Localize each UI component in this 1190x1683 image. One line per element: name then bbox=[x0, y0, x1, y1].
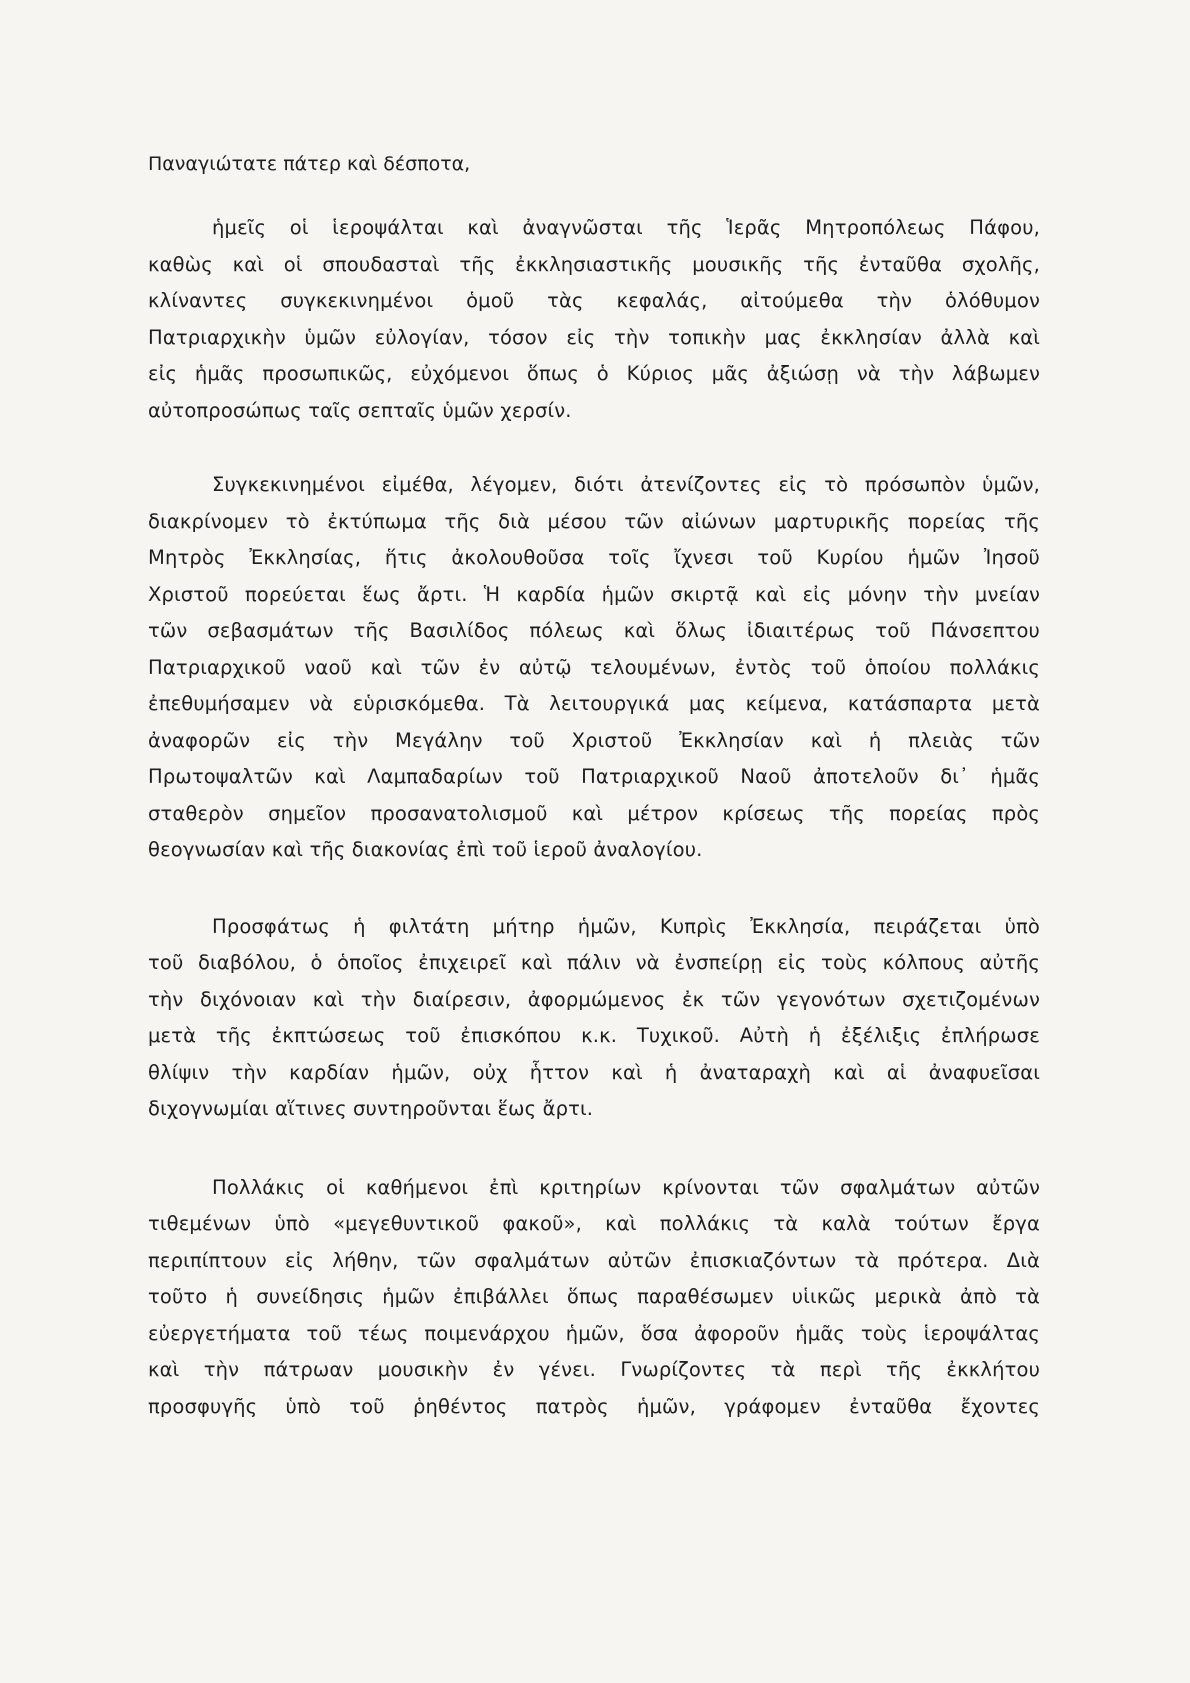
text-line: Πρωτοψαλτῶν καὶ Λαμπαδαρίων τοῦ Πατριαρχικοῦ Ναοῦ ἀποτελοῦν δι᾽ ἡμᾶς bbox=[148, 765, 1040, 788]
text-line: αὐτοπροσώπως ταῖς σεπταῖς ὑμῶν χερσίν. bbox=[148, 398, 572, 422]
text-line: σταθερὸν σημεῖον προσανατολισμοῦ καὶ μέτρον κρίσεως τῆς πορείας πρὸς bbox=[148, 801, 1040, 825]
text-line: τῶν σεβασμάτων τῆς Βασιλίδος πόλεως καὶ ὅλως ἰδιαιτέρως τοῦ Πάνσεπτου bbox=[148, 619, 1040, 642]
text-line: καὶ τὴν πάτρωαν μουσικὴν ἐν γένει. Γνωρίζοντες τὰ περὶ τῆς ἐκκλήτου bbox=[148, 1358, 1040, 1381]
text-line: ἐπεθυμήσαμεν νὰ εὑρισκόμεθα. Τὰ λειτουργικά μας κείμενα, κατάσπαρτα μετὰ bbox=[148, 692, 1040, 715]
text-line: μετὰ τῆς ἐκπτώσεως τοῦ ἐπισκόπου κ.κ. Τυχικοῦ. Αὐτὴ ἡ ἐξέλιξις ἐπλήρωσε bbox=[148, 1024, 1040, 1047]
text-line: κλίναντες συγκεκινημένοι ὁμοῦ τὰς κεφαλάς, αἰτούμεθα τὴν ὁλόθυμον bbox=[148, 289, 1040, 312]
text-line: Χριστοῦ πορεύεται ἕως ἄρτι. Ἡ καρδία ἡμῶν σκιρτᾷ καὶ εἰς μόνην τὴν μνείαν bbox=[148, 582, 1040, 606]
text-line: καθὼς καὶ οἱ σπουδασταὶ τῆς ἐκκλησιαστικῆς μουσικῆς τῆς ἐνταῦθα σχολῆς, bbox=[148, 252, 1040, 276]
paragraph-3 bbox=[148, 909, 1040, 1128]
text-line: Πατριαρχικοῦ ναοῦ καὶ τῶν ἐν αὐτῷ τελουμένων, ἐντὸς τοῦ ὁποίου πολλάκις bbox=[148, 655, 1040, 679]
text-line: ἡμεῖς οἱ ἱεροψάλται καὶ ἀναγνῶσται τῆς Ἱερᾶς Μητροπόλεως Πάφου, bbox=[212, 216, 1040, 239]
text-line: θεογνωσίαν καὶ τῆς διακονίας ἐπὶ τοῦ ἱεροῦ ἀναλογίου. bbox=[148, 838, 703, 861]
text-line: εἰς ἡμᾶς προσωπικῶς, εὐχόμενοι ὅπως ὁ Κύριος μᾶς ἀξιώσῃ νὰ τὴν λάβωμεν bbox=[148, 362, 1040, 385]
text-line: Πατριαρχικὴν ὑμῶν εὐλογίαν, τόσον εἰς τὴν τοπικὴν μας ἐκκλησίαν ἀλλὰ καὶ bbox=[148, 325, 1040, 349]
text-line: τοῦ διαβόλου, ὁ ὁποῖος ἐπιχειρεῖ καὶ πάλιν νὰ ἐνσπείρῃ εἰς τοὺς κόλπους αὐτῆς bbox=[148, 951, 1040, 974]
text-line: ἀναφορῶν εἰς τὴν Μεγάλην τοῦ Χριστοῦ Ἐκκλησίαν καὶ ἡ πλειὰς τῶν bbox=[148, 728, 1040, 752]
text-line: προσφυγῆς ὑπὸ τοῦ ῥηθέντος πατρὸς ἡμῶν, γράφομεν ἐνταῦθα ἔχοντες bbox=[148, 1394, 1040, 1418]
text-line: Συγκεκινημένοι εἰμέθα, λέγομεν, διότι ἀτενίζοντες εἰς τὸ πρόσωπὸν ὑμῶν, bbox=[212, 473, 1040, 496]
text-line: τιθεμένων ὑπὸ «μεγεθυντικοῦ φακοῦ», καὶ πολλάκις τὰ καλὰ τούτων ἔργα bbox=[148, 1212, 1040, 1235]
text-line: τοῦτο ἡ συνείδησις ἡμῶν ἐπιβάλλει ὅπως παραθέσωμεν υἱικῶς μερικὰ ἀπὸ τὰ bbox=[148, 1285, 1040, 1308]
text-line: θλίψιν τὴν καρδίαν ἡμῶν, οὐχ ἧττον καὶ ἡ ἀναταραχὴ καὶ αἱ ἀναφυεῖσαι bbox=[148, 1060, 1040, 1084]
salutation: Παναγιώτατε πάτερ καὶ δέσποτα, bbox=[148, 153, 471, 175]
text-line: Προσφάτως ἡ φιλτάτη μήτηρ ἡμῶν, Κυπρὶς Ἐκκλησία, πειράζεται ὑπὸ bbox=[212, 914, 1040, 938]
text-line: εὐεργετήματα τοῦ τέως ποιμενάρχου ἡμῶν, ὅσα ἀφοροῦν ἡμᾶς τοὺς ἱεροψάλτας bbox=[148, 1321, 1040, 1345]
letter-body bbox=[148, 148, 1040, 1451]
paragraph-2 bbox=[148, 467, 1040, 869]
text-line: Μητρὸς Ἐκκλησίας, ἥτις ἀκολουθοῦσα τοῖς ἴχνεσι τοῦ Κυρίου ἡμῶν Ἰησοῦ bbox=[148, 546, 1040, 569]
paragraph-1 bbox=[148, 210, 1040, 429]
text-line: περιπίπτουν εἰς λήθην, τῶν σφαλμάτων αὐτῶν ἐπισκιαζόντων τὰ πρότερα. Διὰ bbox=[148, 1248, 1040, 1272]
text-line: τὴν διχόνοιαν καὶ τὴν διαίρεσιν, ἀφορμώμενος ἐκ τῶν γεγονότων σχετιζομένων bbox=[148, 987, 1040, 1011]
text-line: διχογνωμίαι αἵτινες συντηροῦνται ἕως ἄρτι. bbox=[148, 1097, 594, 1120]
text-line: Πολλάκις οἱ καθήμενοι ἐπὶ κριτηρίων κρίνονται τῶν σφαλμάτων αὐτῶν bbox=[212, 1175, 1040, 1199]
text-line: διακρίνομεν τὸ ἐκτύπωμα τῆς διὰ μέσου τῶν αἰώνων μαρτυρικῆς πορείας τῆς bbox=[148, 509, 1040, 533]
paragraph-4 bbox=[148, 1170, 1040, 1426]
